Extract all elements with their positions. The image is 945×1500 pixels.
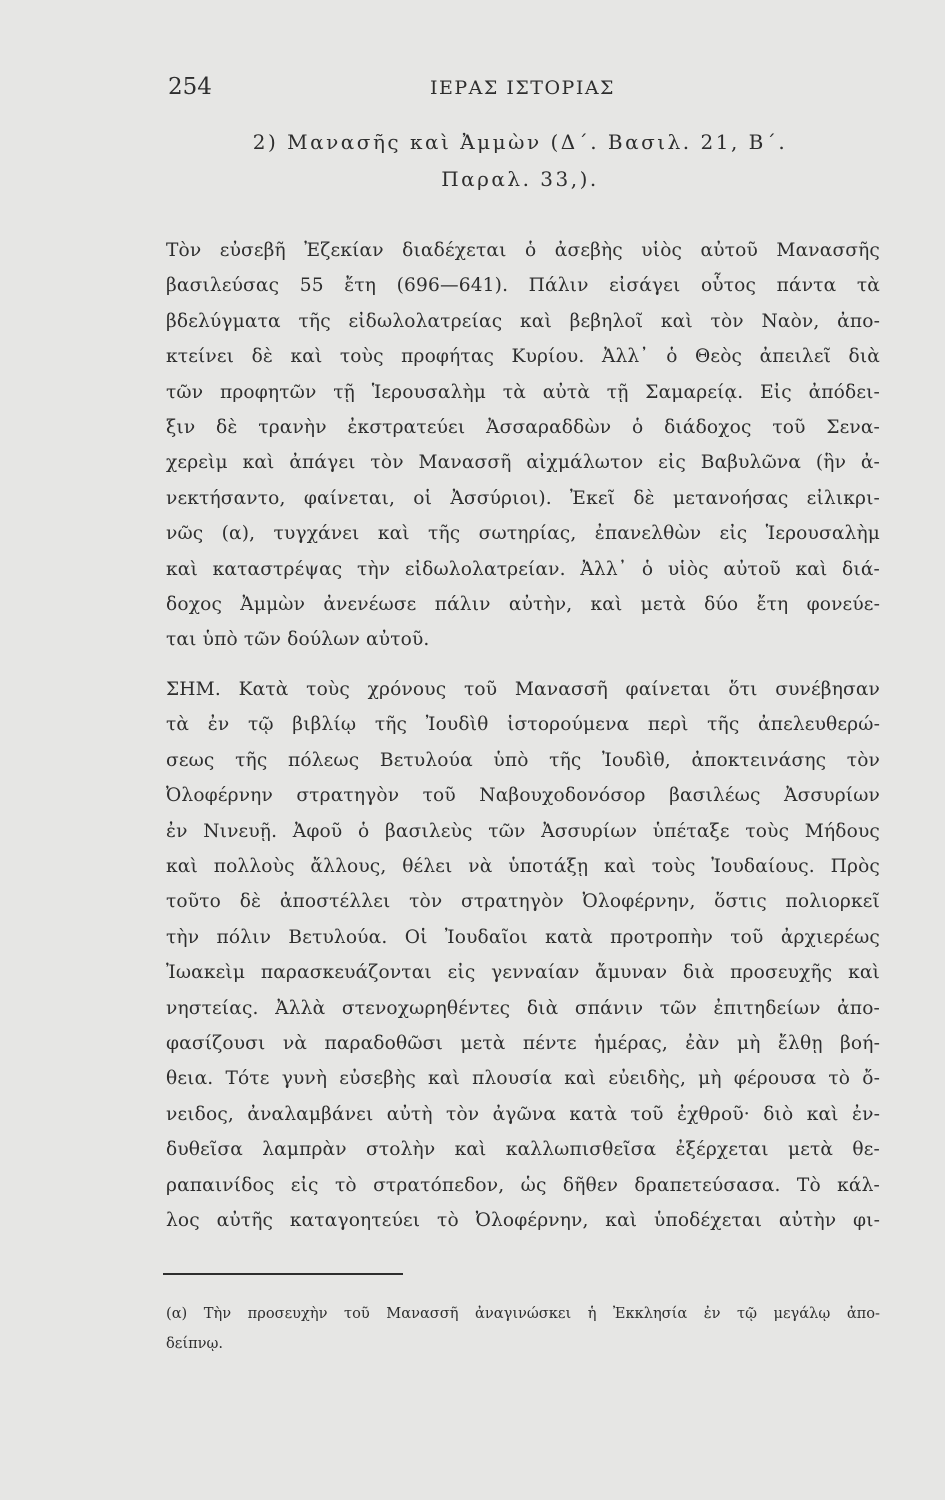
text-line: ΣΗΜ. Κατὰ τοὺς χρόνους τοῦ Μανασσῆ φαίνεται ὅτι συνέβησαν — [166, 678, 880, 700]
text-line: καὶ πολλοὺς ἄλλους, θέλει νὰ ὑποτάξῃ καὶ τοὺς Ἰουδαίους. Πρὸς — [166, 855, 880, 877]
text-line: ἐν Νινευῇ. Ἀφοῦ ὁ βασιλεὺς τῶν Ἀσσυρίων ὑπέταξε τοὺς Μήδους — [166, 820, 880, 842]
text-line: θεια. Τότε γυνὴ εὐσεβὴς καὶ πλουσία καὶ εὐειδὴς, μὴ φέρουσα τὸ ὄ- — [166, 1068, 880, 1090]
section-heading-line: Παραλ. 33,). — [441, 167, 599, 191]
footnote-line: (α) Τὴν προσευχὴν τοῦ Μανασσῆ ἀναγινώσκει ἡ Ἐκκλησία ἐν τῷ μεγάλῳ ἀπο- — [166, 1305, 880, 1322]
text-line: τῶν προφητῶν τῇ Ἱερουσαλὴμ τὰ αὐτὰ τῇ Σαμαρείᾳ. Εἰς ἀπόδει- — [166, 381, 880, 403]
body-text — [166, 233, 880, 1238]
text-line: Ἰωακεὶμ παρασκευάζονται εἰς γενναίαν ἄμυναν διὰ προσευχῆς καὶ — [166, 962, 880, 984]
paragraph-note — [166, 672, 880, 1239]
footnote — [166, 1299, 880, 1359]
text-line: χερεὶμ καὶ ἀπάγει τὸν Μανασσῆ αἰχμάλωτον εἰς Βαβυλῶνα (ἣν ἀ- — [166, 452, 880, 474]
page-header — [168, 72, 878, 106]
text-line: δυθεῖσα λαμπρὰν στολὴν καὶ καλλωπισθεῖσα ἐξέρχεται μετὰ θε- — [166, 1139, 880, 1161]
text-line: νηστείας. Ἀλλὰ στενοχωρηθέντες διὰ σπάνιν τῶν ἐπιτηδείων ἀπο- — [166, 997, 880, 1019]
footnote-line: δείπνῳ. — [166, 1335, 224, 1352]
text-line: κτείνει δὲ καὶ τοὺς προφήτας Κυρίου. Ἀλλ᾽ ὁ Θεὸς ἀπειλεῖ διὰ — [166, 346, 880, 368]
text-line: δοχος Ἀμμὼν ἀνενέωσε πάλιν αὐτὴν, καὶ μετὰ δύο ἔτη φονεύε- — [166, 594, 880, 616]
text-line: ραπαινίδος εἰς τὸ στρατόπεδον, ὡς δῆθεν δραπετεύσασα. Τὸ κάλ- — [166, 1174, 880, 1196]
text-line: νεκτήσαντο, φαίνεται, οἱ Ἀσσύριοι). Ἐκεῖ δὲ μετανοήσας εἰλικρι- — [166, 487, 880, 509]
text-line: Τὸν εὐσεβῆ Ἐζεκίαν διαδέχεται ὁ ἀσεβὴς υἱὸς αὐτοῦ Μανασσῆς — [166, 240, 880, 261]
text-line: σεως τῆς πόλεως Βετυλούα ὑπὸ τῆς Ἰουδὶθ, ἀποκτεινάσης τὸν — [166, 749, 880, 771]
running-title: ΙΕΡΑΣ ΙΣΤΟΡΙΑΣ — [430, 77, 615, 99]
text-line: λος αὐτῆς καταγοητεύει τὸ Ὀλοφέρνην, καὶ ὑποδέχεται αὐτὴν φι- — [166, 1209, 880, 1231]
section-heading — [160, 124, 880, 198]
text-line: νειδος, ἀναλαμβάνει αὐτὴ τὸν ἀγῶνα κατὰ τοῦ ἐχθροῦ· διὸ καὶ ἐν- — [166, 1103, 880, 1125]
footnote-divider — [163, 1273, 403, 1275]
section-heading-line: 2) Μανασῆς καὶ Ἀμμὼν (Δ΄. Βασιλ. 21, Β΄. — [252, 130, 788, 154]
text-line: ται ὑπὸ τῶν δούλων αὐτοῦ. — [166, 629, 430, 651]
text-line: ξιν δὲ τρανὴν ἐκστρατεύει Ἀσσαραδδὼν ὁ διάδοχος τοῦ Σενα- — [166, 417, 880, 439]
text-line: τὴν πόλιν Βετυλούα. Οἱ Ἰουδαῖοι κατὰ προτροπὴν τοῦ ἀρχιερέως — [166, 926, 880, 948]
text-line: τοῦτο δὲ ἀποστέλλει τὸν στρατηγὸν Ὀλοφέρνην, ὅστις πολιορκεῖ — [166, 891, 880, 913]
paragraph-main — [166, 233, 880, 658]
text-line: Ὀλοφέρνην στρατηγὸν τοῦ Ναβουχοδονόσορ βασιλέως Ἀσσυρίων — [166, 785, 880, 807]
page-number: 254 — [168, 74, 212, 100]
text-line: βασιλεύσας 55 ἔτη (696—641). Πάλιν εἰσάγει οὗτος πάντα τὰ — [166, 275, 880, 297]
text-line: καὶ καταστρέψας τὴν εἰδωλολατρείαν. Ἀλλ᾽ ὁ υἱὸς αὐτοῦ καὶ διά- — [166, 558, 880, 580]
text-line: φασίζουσι νὰ παραδοθῶσι μετὰ πέντε ἡμέρας, ἐὰν μὴ ἔλθῃ βοή- — [166, 1032, 880, 1054]
text-line: νῶς (α), τυγχάνει καὶ τῆς σωτηρίας, ἐπανελθὼν εἰς Ἱερουσαλὴμ — [166, 523, 880, 545]
text-line: βδελύγματα τῆς εἰδωλολατρείας καὶ βεβηλοῖ καὶ τὸν Ναὸν, ἀπο- — [166, 310, 880, 332]
text-line: τὰ ἐν τῷ βιβλίῳ τῆς Ἰουδὶθ ἱστορούμενα περὶ τῆς ἀπελευθερώ- — [166, 714, 880, 736]
paragraph-gap — [166, 658, 880, 672]
